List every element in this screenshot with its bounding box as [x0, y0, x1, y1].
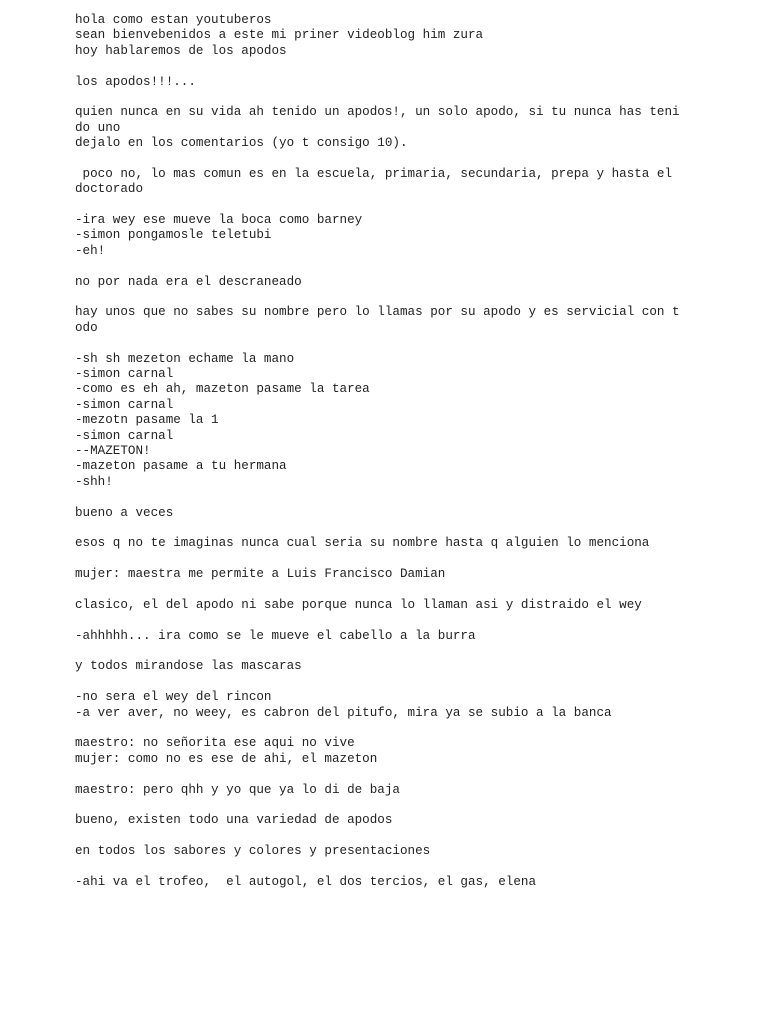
text-line: -simon carnal — [75, 428, 174, 443]
paragraph — [75, 659, 685, 674]
text-line: poco no, lo mas comun es en la escuela, primaria, secundaria, prepa y hasta el — [75, 166, 673, 181]
paragraph — [75, 167, 685, 198]
text-line: hay unos que no sabes su nombre pero lo llamas por su apodo y es servicial con t — [75, 305, 680, 320]
text-line: mujer: maestra me permite a Luis Francisco Damian — [75, 567, 446, 582]
text-line: -simon carnal — [75, 366, 174, 381]
paragraph — [75, 629, 685, 644]
text-line: bueno, existen todo una variedad de apodos — [75, 813, 393, 828]
text-line: hoy hablaremos de los apodos — [75, 43, 287, 58]
paragraph — [75, 105, 685, 151]
text-line: en todos los sabores y colores y presentaciones — [75, 844, 431, 859]
text-line: clasico, el del apodo ni sabe porque nunca lo llaman asi y distraido el wey — [75, 597, 642, 612]
text-line: -eh! — [75, 243, 106, 258]
paragraph — [75, 213, 685, 259]
paragraph — [75, 567, 685, 582]
text-line: hola como estan youtuberos — [75, 13, 272, 27]
text-line: maestro: no señorita ese aqui no vive — [75, 736, 355, 751]
paragraph — [75, 305, 685, 336]
paragraph — [75, 536, 685, 551]
paragraph — [75, 783, 685, 798]
text-line: -ira wey ese mueve la boca como barney — [75, 213, 363, 228]
text-line: -mazeton pasame a tu hermana — [75, 459, 287, 474]
text-line: dejalo en los comentarios (yo t consigo 10). — [75, 136, 408, 151]
text-line: -shh! — [75, 474, 113, 489]
paragraph — [75, 844, 685, 859]
text-line: y todos mirandose las mascaras — [75, 659, 302, 674]
text-line: -como es eh ah, mazeton pasame la tarea — [75, 382, 370, 397]
paragraph — [75, 75, 685, 90]
text-line: sean bienvebenidos a este mi priner videoblog him zura — [75, 28, 484, 43]
text-line: -simon carnal — [75, 397, 174, 412]
paragraph — [75, 13, 685, 59]
text-line: los apodos!!!... — [75, 74, 196, 89]
text-line: -a ver aver, no weey, es cabron del pitufo, mira ya se subio a la banca — [75, 705, 612, 720]
paragraph — [75, 506, 685, 521]
text-line: bueno a veces — [75, 505, 174, 520]
text-line: -ahi va el trofeo, el autogol, el dos tercios, el gas, elena — [75, 874, 537, 889]
text-line: -sh sh mezeton echame la mano — [75, 351, 295, 366]
text-line: maestro: pero qhh y yo que ya lo di de baja — [75, 782, 400, 797]
paragraph — [75, 875, 685, 890]
text-line: esos q no te imaginas nunca cual seria su nombre hasta q alguien lo menciona — [75, 536, 650, 551]
paragraph — [75, 813, 685, 828]
text-line: no por nada era el descraneado — [75, 274, 302, 289]
paragraph — [75, 690, 685, 721]
text-line: quien nunca en su vida ah tenido un apodos!, un solo apodo, si tu nunca has teni — [75, 105, 680, 120]
paragraph — [75, 736, 685, 767]
text-line: -mezotn pasame la 1 — [75, 413, 219, 428]
text-line: -no sera el wey del rincon — [75, 690, 272, 705]
paragraph — [75, 275, 685, 290]
text-line: do uno — [75, 120, 121, 135]
text-line: -simon pongamosle teletubi — [75, 228, 272, 243]
text-line: --MAZETON! — [75, 443, 151, 458]
text-line: doctorado — [75, 182, 144, 197]
paragraph — [75, 598, 685, 613]
text-line: -ahhhhh... ira como se le mueve el cabello a la burra — [75, 628, 476, 643]
text-line: odo — [75, 320, 98, 335]
text-line: mujer: como no es ese de ahi, el mazeton — [75, 751, 378, 766]
document-page — [75, 13, 685, 906]
paragraph — [75, 352, 685, 491]
